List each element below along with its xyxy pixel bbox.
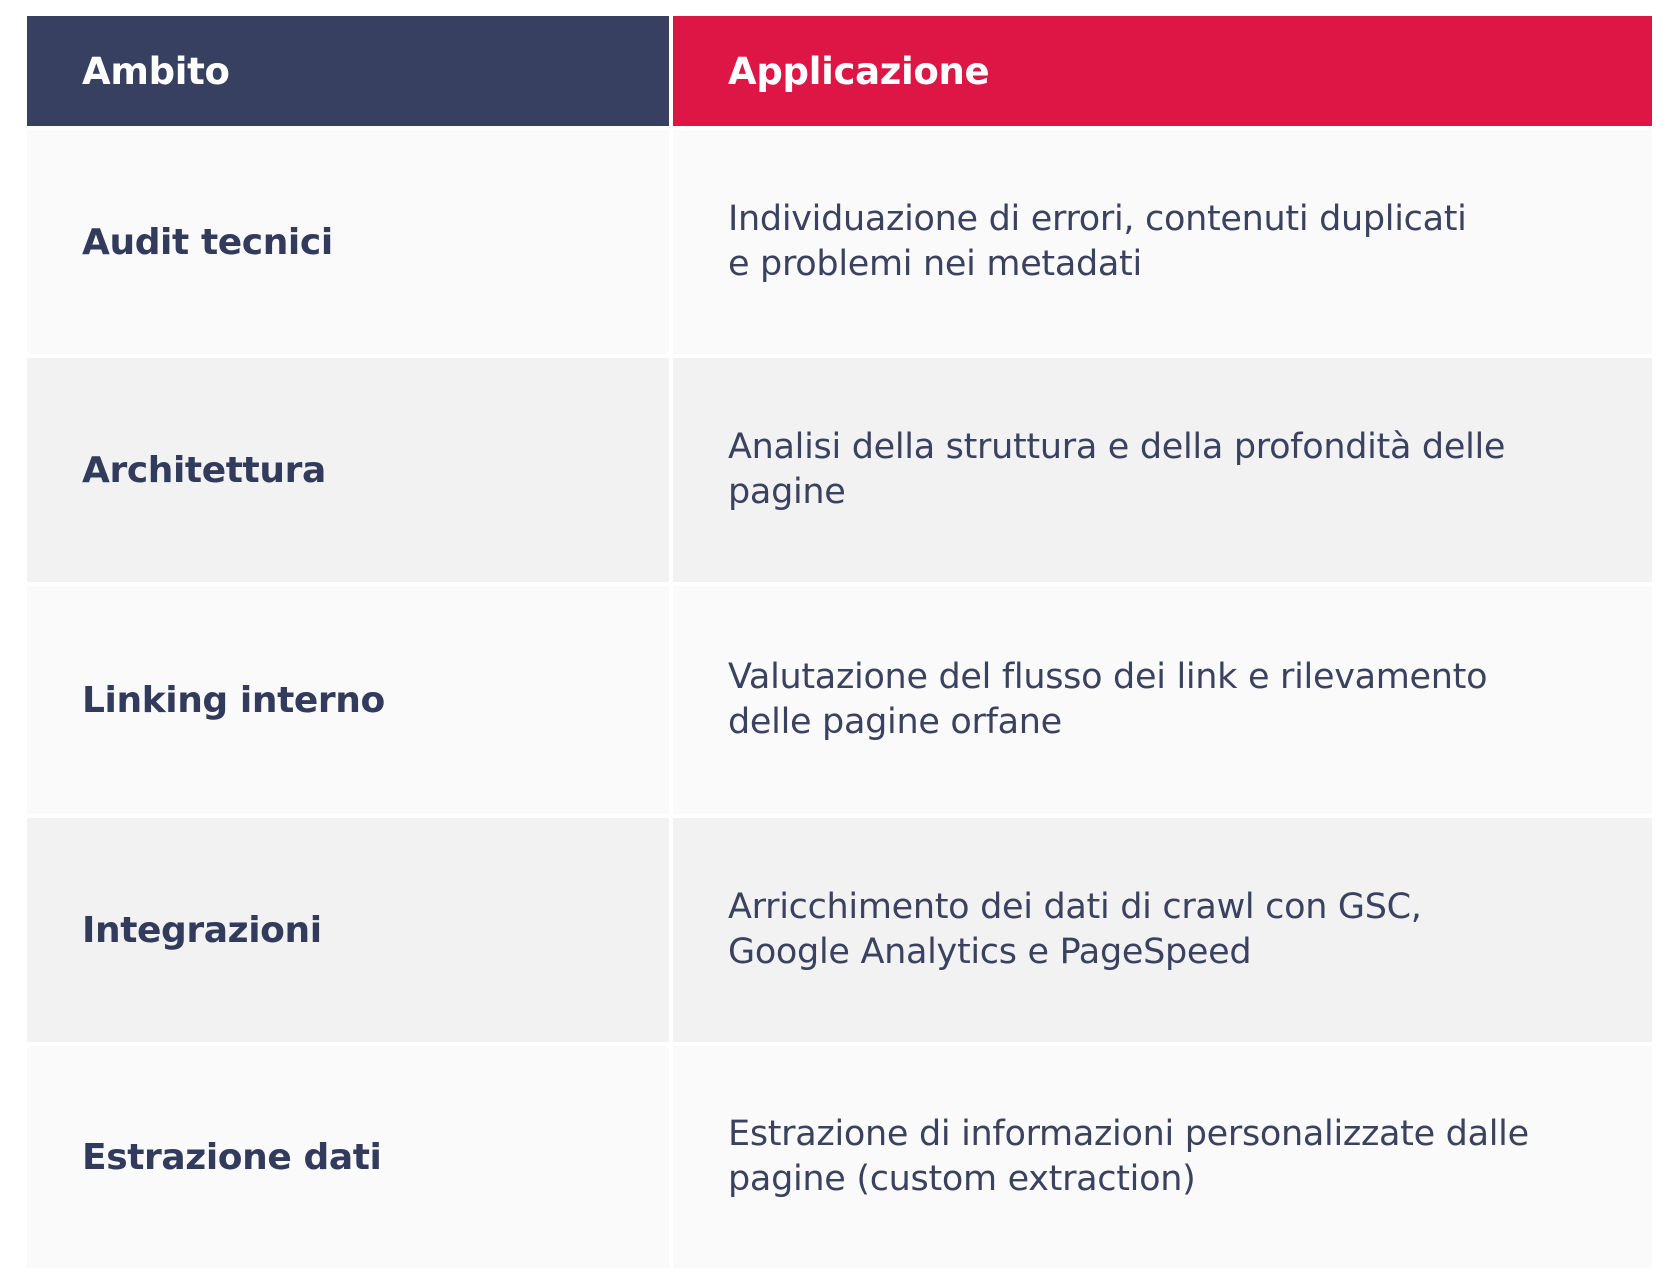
header-cell-ambito [27, 16, 669, 126]
ambito-label: Estrazione dati [82, 1136, 382, 1178]
applicazione-cell [673, 1046, 1652, 1268]
applicazione-text: Analisi della struttura e della profondità delle pagine [728, 427, 1506, 512]
ambito-label: Linking interno [82, 679, 385, 721]
applicazione-cell [673, 586, 1652, 814]
table-row [27, 1046, 1652, 1268]
ambito-cell [27, 586, 669, 814]
ambito-cell [27, 818, 669, 1042]
applicazione-text: Estrazione di informazioni personalizzate dalle pagine (custom extraction) [728, 1114, 1529, 1199]
ambito-label: Audit tecnici [82, 221, 333, 263]
applicazione-cell [673, 130, 1652, 354]
applicazione-text: Arricchimento dei dati di crawl con GSC, Google Analytics e PageSpeed [728, 887, 1422, 972]
table-header-row [27, 16, 1652, 126]
table-row [27, 358, 1652, 582]
ambito-cell [27, 1046, 669, 1268]
applicazione-cell [673, 818, 1652, 1042]
ambito-label: Integrazioni [82, 909, 322, 951]
ambito-cell [27, 130, 669, 354]
header-label-ambito: Ambito [82, 49, 230, 93]
comparison-table [27, 16, 1652, 1272]
ambito-label: Architettura [82, 449, 326, 491]
table-row [27, 586, 1652, 814]
ambito-cell [27, 358, 669, 582]
applicazione-text: Individuazione di errori, contenuti duplicati e problemi nei metadati [728, 199, 1467, 284]
table-row [27, 130, 1652, 354]
header-cell-applicazione [673, 16, 1652, 126]
applicazione-text: Valutazione del flusso dei link e rilevamento delle pagine orfane [728, 657, 1488, 742]
applicazione-cell [673, 358, 1652, 582]
table-row [27, 818, 1652, 1042]
header-label-applicazione: Applicazione [728, 49, 990, 93]
